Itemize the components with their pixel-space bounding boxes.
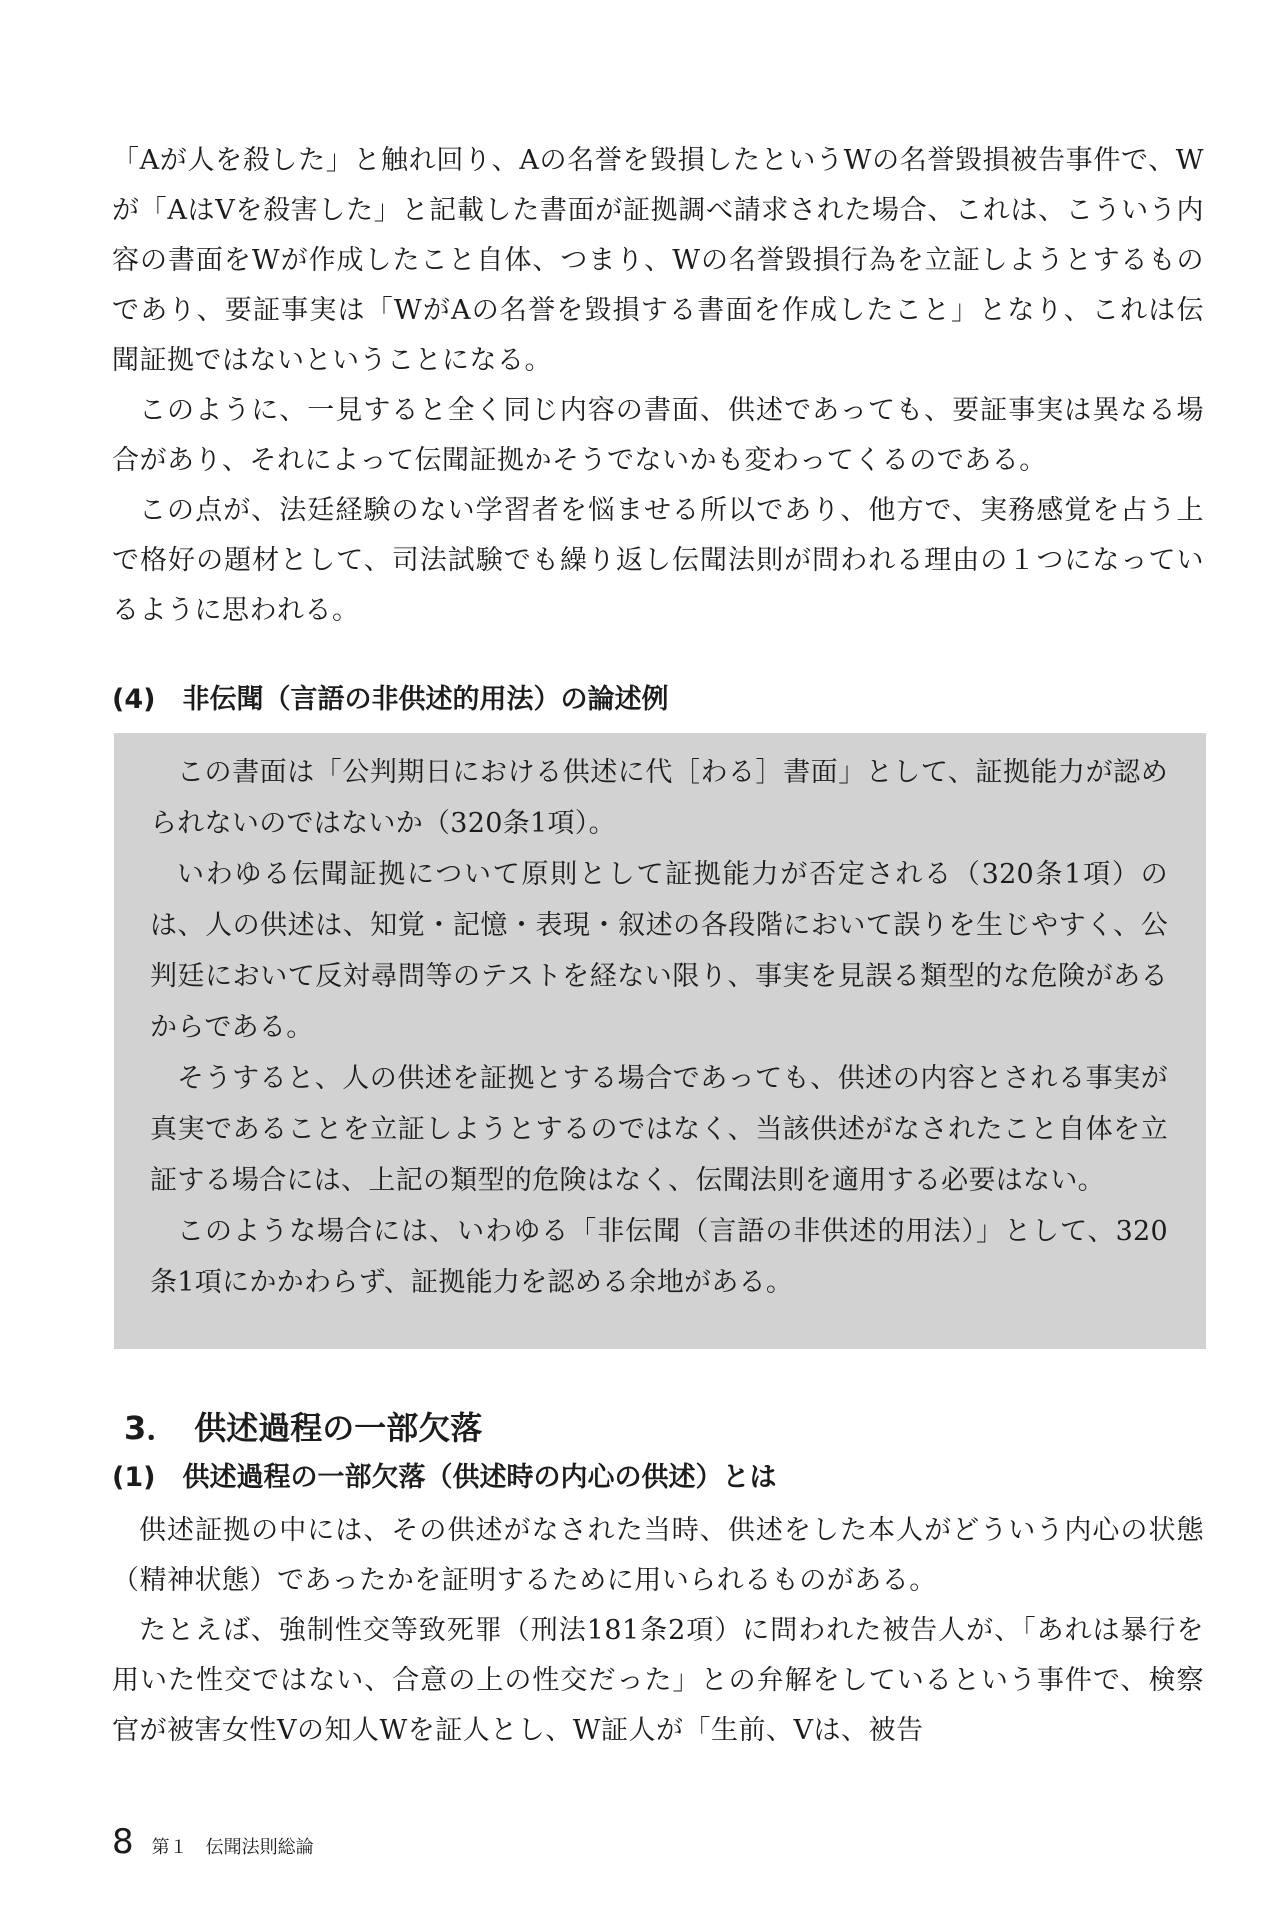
box-paragraph: いわゆる伝聞証拠について原則として証拠能力が否定される（320条1項）のは、人の供述は、知覚・記憶・表現・叙述の各段階において誤りを生じやすく、公判廷において反対尋問等のテストを経ない限り、事実を見誤る類型的な危険があるからである。 <box>150 859 1168 1043</box>
paragraph: 供述証拠の中には、その供述がなされた当時、供述をした本人がどういう内心の状態（精神状態）であったかを証明するために用いられるものがある。 <box>112 1515 1204 1596</box>
paragraph: このように、一見すると全く同じ内容の書面、供述であっても、要証事実は異なる場合があり、それによって伝聞証拠かそうでないかも変わってくるのである。 <box>112 395 1204 476</box>
section-heading: 3． 供述過程の一部欠落 <box>124 1409 483 1447</box>
page-number: 8 <box>112 1822 134 1862</box>
intro-text <box>112 136 1204 636</box>
section-text <box>112 1506 1204 1756</box>
subsection-heading: (1) 供述過程の一部欠落（供述時の内心の供述）とは <box>112 1462 777 1493</box>
box-paragraph: このような場合には、いわゆる「非伝聞（言語の非供述的用法）」として、320条1項にかかわらず、証拠能力を認める余地がある。 <box>150 1216 1168 1298</box>
page-footer <box>112 1822 314 1862</box>
paragraph: この点が、法廷経験のない学習者を悩ませる所以であり、他方で、実務感覚を占う上で格好の題材として、司法試験でも繰り返し伝聞法則が問われる理由の１つになっているように思われる。 <box>112 495 1204 626</box>
running-head: 第１ 伝聞法則総論 <box>151 1837 314 1858</box>
paragraph: たとえば、強制性交等致死罪（刑法181条2項）に問われた被告人が、「あれは暴行を用いた性交ではない、合意の上の性交だった」との弁解をしているという事件で、検察官が被害女性Vの知人Wを証人とし、W証人が「生前、Vは、被告 <box>112 1615 1204 1746</box>
box-paragraph: この書面は「公判期日における供述に代［わる］書面」として、証拠能力が認められないのではないか（320条1項）。 <box>150 757 1168 839</box>
subsection-heading: (4) 非伝聞（言語の非供述的用法）の論述例 <box>112 684 669 715</box>
example-box <box>114 733 1206 1349</box>
paragraph: 「Aが人を殺した」と触れ回り、Aの名誉を毀損したというWの名誉毀損被告事件で、Wが「AはVを殺害した」と記載した書面が証拠調べ請求された場合、これは、こういう内容の書面をWが作成したこと自体、つまり、Wの名誉毀損行為を立証しようとするものであり、要証事実は「WがAの名誉を毀損する書面を作成したこと」となり、これは伝聞証拠ではないということになる。 <box>112 145 1204 376</box>
box-paragraph: そうすると、人の供述を証拠とする場合であっても、供述の内容とされる事実が真実であることを立証しようとするのではなく、当該供述がなされたこと自体を立証する場合には、上記の類型的危険はなく、伝聞法則を適用する必要はない。 <box>150 1063 1168 1196</box>
